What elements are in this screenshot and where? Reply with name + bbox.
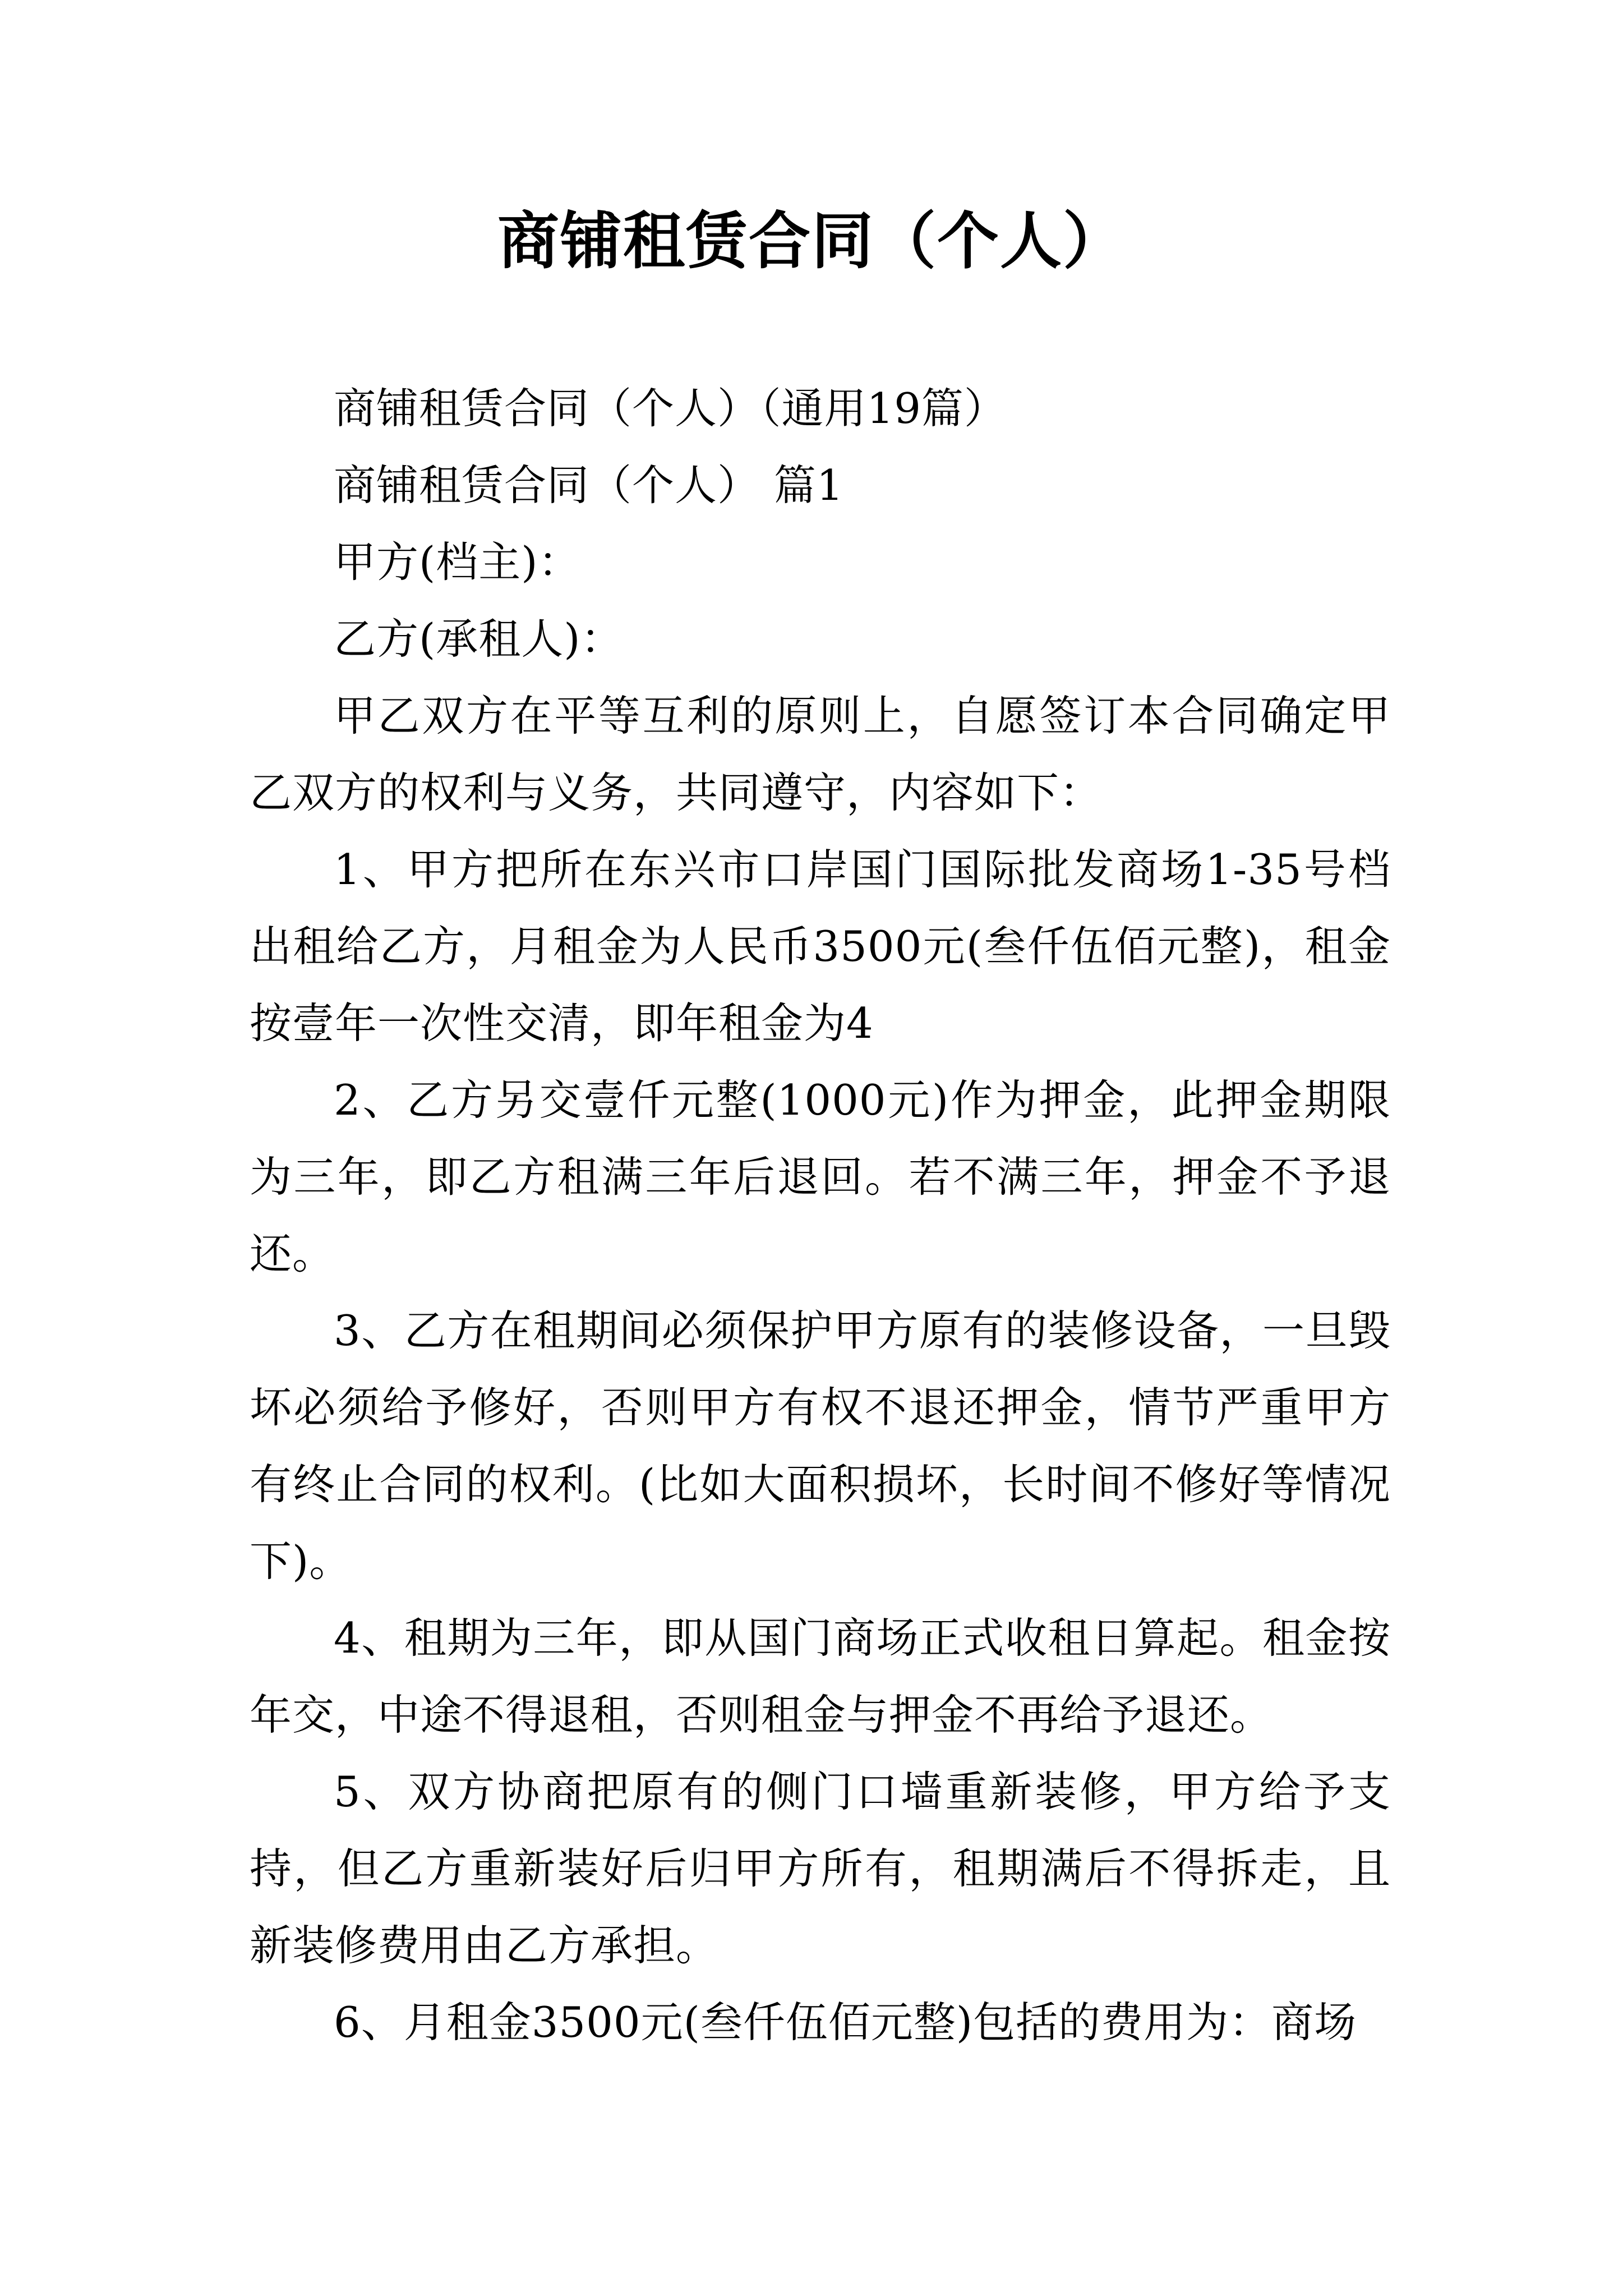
- paragraph-clause-3: 3、乙方在租期间必须保护甲方原有的装修设备，一旦毁坏必须给予修好，否则甲方有权不退还押金，情节严重甲方有终止合同的权利。(比如大面积损坏，长时间不修好等情况下)。: [250, 1306, 1391, 1586]
- document-title: 商铺租赁合同（个人）: [497, 205, 1126, 277]
- paragraph-clause-5: 5、双方协商把原有的侧门口墙重新装修，甲方给予支持，但乙方重新装好后归甲方所有，租期满后不得拆走，且新装修费用由乙方承担。: [250, 1767, 1391, 1970]
- paragraph-section-heading: 商铺租赁合同（个人） 篇1: [334, 461, 844, 510]
- paragraph-preamble: 甲乙双方在平等互利的原则上，自愿签订本合同确定甲乙双方的权利与义务，共同遵守，内容如下：: [250, 691, 1391, 817]
- document-body: [250, 370, 1391, 2061]
- paragraph-clause-1: 1、甲方把所在东兴市口岸国门国际批发商场1-35号档出租给乙方，月租金为人民币3500元(叁仟伍佰元整)，租金按壹年一次性交清，即年租金为4: [250, 845, 1391, 1048]
- paragraph-clause-2: 2、乙方另交壹仟元整(1000元)作为押金，此押金期限为三年，即乙方租满三年后退回。若不满三年，押金不予退还。: [250, 1075, 1391, 1278]
- paragraph-clause-4: 4、租期为三年，即从国门商场正式收租日算起。租金按年交，中途不得退租，否则租金与押金不再给予退还。: [250, 1613, 1391, 1740]
- paragraph-party-b: 乙方(承租人)：: [334, 614, 624, 664]
- paragraph-clause-6: 6、月租金3500元(叁仟伍佰元整)包括的费用为：商场: [334, 1998, 1357, 2047]
- paragraph-subtitle: 商铺租赁合同（个人）（通用19篇）: [334, 384, 1007, 433]
- paragraph-party-a: 甲方(档主)：: [334, 537, 581, 587]
